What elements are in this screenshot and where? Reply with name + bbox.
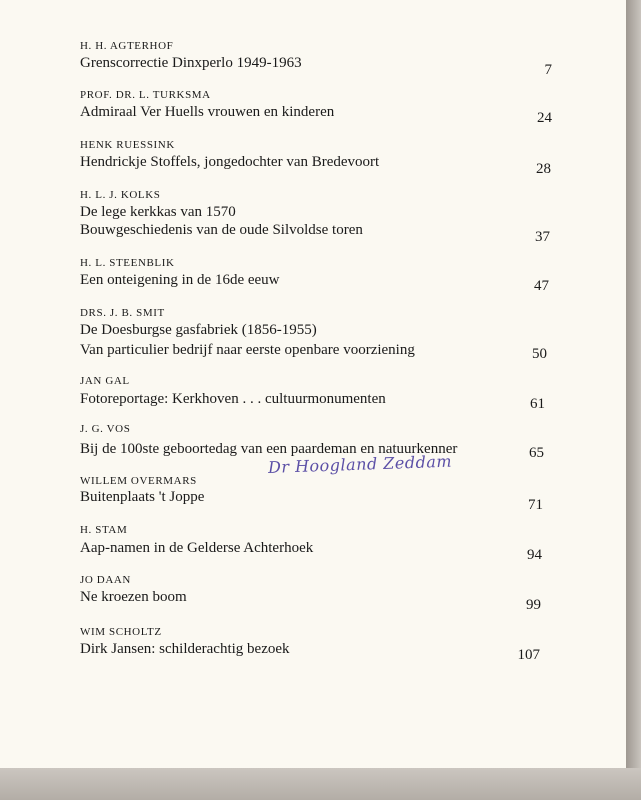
toc-title: Bij de 100ste geboortedag van een paardeman en natuurkenner (80, 441, 458, 457)
toc-title: De Doesburgse gasfabriek (1856-1955) (80, 322, 317, 338)
toc-title: Fotoreportage: Kerkhoven . . . cultuurmonumenten (80, 391, 386, 407)
toc-page-number: 24 (537, 110, 552, 126)
toc-title: De lege kerkkas van 1570 (80, 204, 236, 220)
toc-subtitle: Bouwgeschiedenis van de oude Silvoldse toren (80, 222, 363, 238)
toc-title: Admiraal Ver Huells vrouwen en kinderen (80, 104, 335, 120)
page-edge-bottom (0, 768, 641, 800)
toc-page-number: 50 (532, 346, 547, 362)
toc-author: DRS. J. B. SMIT (80, 307, 165, 319)
toc-page-number: 71 (528, 497, 543, 513)
toc-author: H. H. AGTERHOF (80, 40, 174, 52)
toc-page-number: 61 (530, 396, 545, 412)
page-edge-right (626, 0, 641, 800)
toc-subtitle: Van particulier bedrijf naar eerste openbare voorziening (80, 342, 415, 358)
toc-author: WILLEM OVERMARS (80, 475, 197, 487)
toc-author: J. G. VOS (80, 423, 131, 435)
toc-page-number: 28 (536, 161, 551, 177)
toc-page-number: 7 (544, 62, 552, 78)
toc-title: Aap-namen in de Gelderse Achterhoek (80, 540, 314, 556)
toc-title: Dirk Jansen: schilderachtig bezoek (80, 641, 290, 657)
toc-author: PROF. DR. L. TURKSMA (80, 89, 211, 101)
toc-page-number: 94 (527, 547, 542, 563)
toc-author: H. STAM (80, 524, 128, 536)
toc-page-number: 99 (526, 597, 541, 613)
handwritten-annotation: Dr Hoogland Zeddam (267, 451, 453, 477)
toc-author: JAN GAL (80, 375, 130, 387)
toc-title: Ne kroezen boom (80, 589, 187, 605)
toc-title: Hendrickje Stoffels, jongedochter van Bredevoort (80, 154, 380, 170)
toc-page-number: 107 (517, 647, 540, 663)
toc-title: Een onteigening in de 16de eeuw (80, 272, 280, 288)
toc-title: Grenscorrectie Dinxperlo 1949-1963 (80, 55, 302, 71)
toc-title: Buitenplaats 't Joppe (80, 489, 205, 505)
toc-page-number: 37 (535, 229, 550, 245)
toc-author: H. L. STEENBLIK (80, 257, 175, 269)
toc-author: WIM SCHOLTZ (80, 626, 162, 638)
toc-author: H. L. J. KOLKS (80, 189, 161, 201)
toc-page-number: 47 (534, 278, 549, 294)
toc-author: HENK RUESSINK (80, 139, 175, 151)
toc-page-number: 65 (529, 445, 544, 461)
toc-author: JO DAAN (80, 574, 131, 586)
